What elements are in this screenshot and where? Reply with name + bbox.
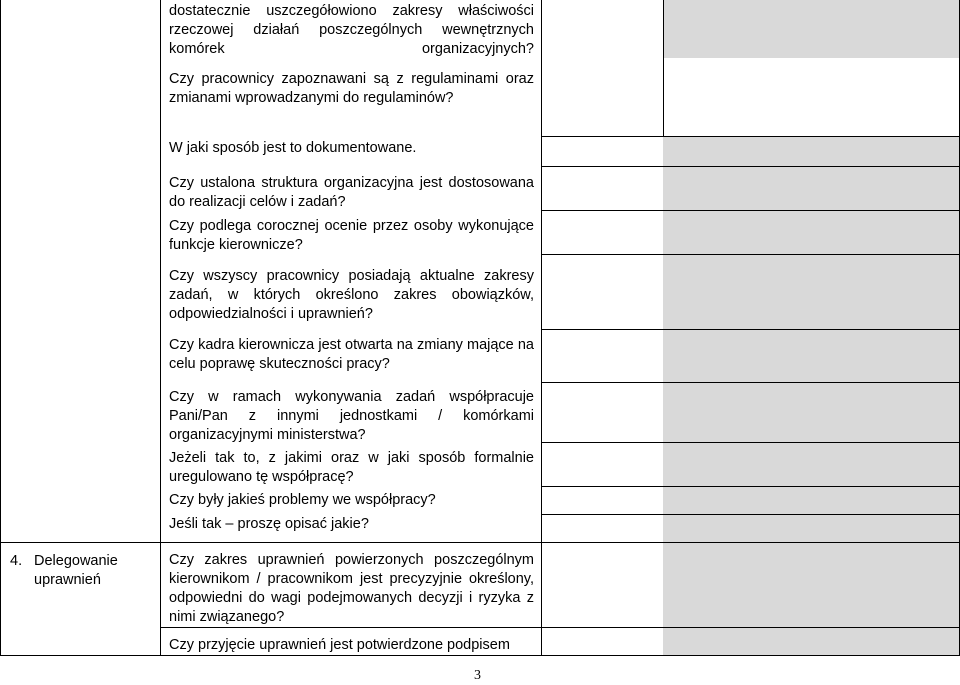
page-number: 3 <box>474 668 481 683</box>
row-line <box>541 442 959 443</box>
row-line <box>541 329 959 330</box>
question-text: Czy były jakieś problemy we współpracy? <box>169 492 436 508</box>
row-line <box>541 254 959 255</box>
question-text: Czy podlega corocznej ocenie przez osoby wykonujące funkcje kierownicze? <box>169 218 534 253</box>
row-line <box>160 627 959 628</box>
row-line <box>541 486 959 487</box>
question-text: Jeżeli tak to, z jakimi oraz w jaki sposób formalnie uregulowano tę współpracę? <box>169 450 534 485</box>
question-text: Czy ustalona struktura organizacyjna jest dostosowana do realizacji celów i zadań? <box>169 175 534 210</box>
question-text: W jaki sposób jest to dokumentowane. <box>169 140 417 156</box>
question-text: Czy wszyscy pracownicy posiadają aktualne zakresy zadań, w których określono zakres obowiązków, odpowiedzialności i uprawnień? <box>169 268 534 322</box>
table-divider-1 <box>160 0 161 655</box>
section-title-line2: uprawnień <box>34 572 101 588</box>
question-text: dostatecznie uszczegółowiono zakresy właściwości rzeczowej działań poszczególnych wewnętrznych komórek organizacyjnych? <box>169 3 534 57</box>
shaded-cell <box>663 627 959 655</box>
shaded-cell <box>663 486 959 514</box>
row-line <box>541 136 959 137</box>
question-text: Czy kadra kierownicza jest otwarta na zmiany mające na celu poprawę skuteczności pracy? <box>169 337 534 372</box>
shaded-cell <box>663 329 959 382</box>
table-divider-2 <box>541 0 542 655</box>
section-number: 4. <box>10 553 23 569</box>
shaded-cell <box>663 136 959 166</box>
row-line <box>541 382 959 383</box>
question-text: Jeśli tak – proszę opisać jakie? <box>169 516 369 532</box>
shaded-cell <box>663 210 959 254</box>
question-text: Czy pracownicy zapoznawani są z regulaminami oraz zmianami wprowadzanymi do regulaminów? <box>169 71 534 106</box>
table-bottom <box>0 655 960 656</box>
shaded-cell <box>664 0 959 58</box>
section-title-line1: Delegowanie <box>34 553 118 569</box>
shaded-cell <box>663 382 959 442</box>
shaded-cell <box>663 514 959 542</box>
row-line <box>541 514 959 515</box>
question-text: Czy w ramach wykonywania zadań współpracuje Pani/Pan z innymi jednostkami / komórkami organizacyjnymi ministerstwa? <box>169 389 534 443</box>
shaded-cell <box>663 542 959 627</box>
question-text: Czy zakres uprawnień powierzonych poszczególnym kierownikom / pracownikom jest precyzyjnie określony, odpowiedni do wagi podejmowanych decyzji i ryzyka z nimi związanego? <box>169 552 534 625</box>
table-border-left <box>0 0 1 655</box>
section-line <box>0 542 959 543</box>
row-line <box>541 210 959 211</box>
shaded-cell <box>663 254 959 329</box>
shaded-cell <box>663 166 959 210</box>
shaded-cell <box>663 442 959 486</box>
question-text: Czy przyjęcie uprawnień jest potwierdzone podpisem <box>169 637 510 653</box>
row-line <box>541 166 959 167</box>
